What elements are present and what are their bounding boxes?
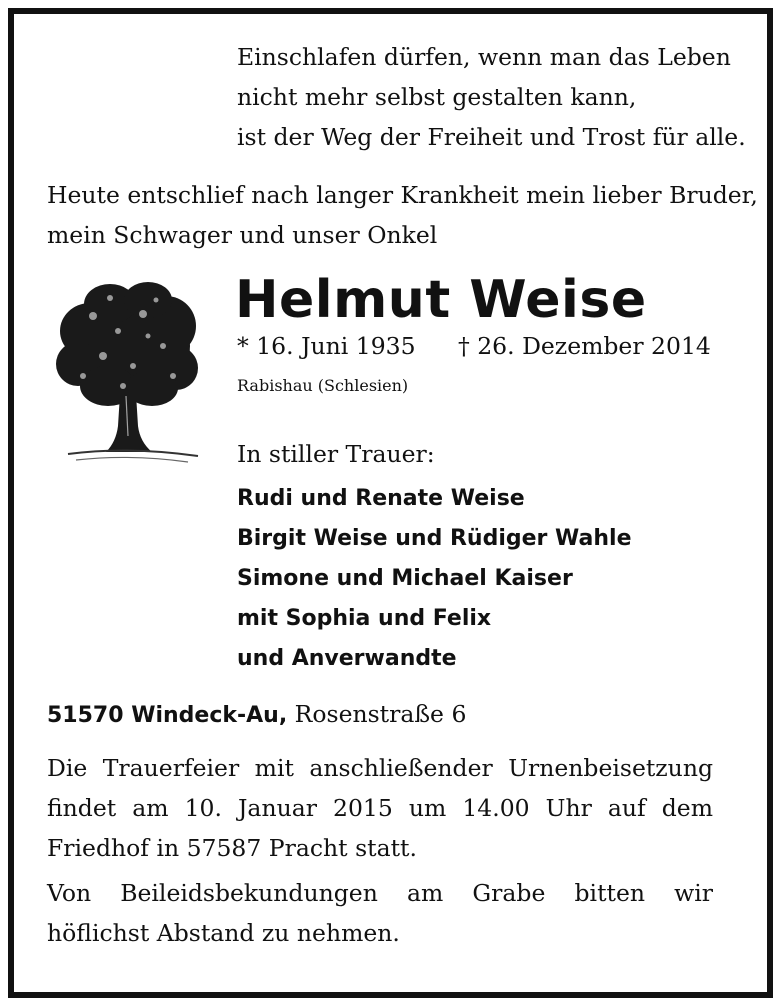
address-city: 51570 Windeck-Au, <box>47 703 288 728</box>
birth-date: * 16. Juni 1935 <box>237 332 416 360</box>
death-date: † 26. Dezember 2014 <box>458 332 711 360</box>
tree-icon <box>48 276 213 468</box>
ceremony-paragraph: Die Trauerfeier mit anschließender Urnenbeisetzung findet am 10. Januar 2015 um 14.00 Uhr auf dem Friedhof in 57587 Pracht statt. <box>47 754 713 862</box>
intro-text <box>47 175 758 255</box>
deceased-name: Helmut Weise <box>235 270 647 330</box>
condolence-paragraph: Von Beileidsbekundungen am Grabe bitten wir höflichst Abstand zu nehmen. <box>47 879 713 947</box>
intro-line: mein Schwager und unser Onkel <box>47 221 438 249</box>
address-street: Rosenstraße 6 <box>294 700 467 728</box>
quote-line: Einschlafen dürfen, wenn man das Leben <box>237 43 731 71</box>
birthplace: Rabishau (Schlesien) <box>237 376 409 395</box>
mourner-entry: Birgit Weise und Rüdiger Wahle <box>237 526 632 551</box>
address-line <box>47 700 466 728</box>
mourner-entry: mit Sophia und Felix <box>237 606 492 631</box>
intro-line: Heute entschlief nach langer Krankheit mein lieber Bruder, <box>47 181 758 209</box>
quote-line: ist der Weg der Freiheit und Trost für alle. <box>237 123 746 151</box>
mourner-entry: und Anverwandte <box>237 646 457 671</box>
mourner-entry: Rudi und Renate Weise <box>237 486 525 511</box>
mourners-list <box>237 479 632 679</box>
quote-block <box>237 37 746 157</box>
quote-line: nicht mehr selbst gestalten kann, <box>237 83 637 111</box>
mourner-entry: Simone und Michael Kaiser <box>237 566 573 591</box>
mourning-heading: In stiller Trauer: <box>237 440 435 468</box>
